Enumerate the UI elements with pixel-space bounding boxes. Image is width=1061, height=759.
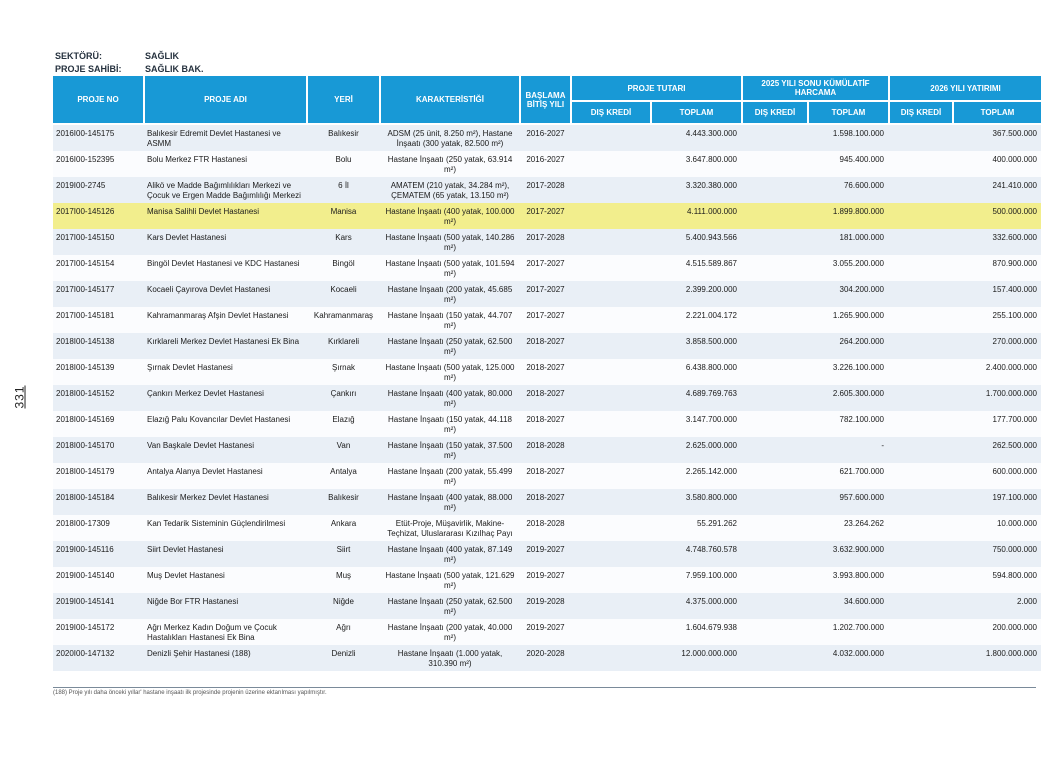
cell-pt-dis-kredi <box>572 337 650 357</box>
cell-pt-toplam: 4.443.300.000 <box>685 129 737 138</box>
cell-proje-no: 2018I00-145170 <box>56 441 115 450</box>
cell-baslama-bitis: 2018-2027 <box>526 337 565 346</box>
cell-kum-dis-kredi <box>743 233 807 253</box>
cell-pt-dis-kredi <box>572 597 650 617</box>
cell-pt-dis-kredi <box>572 181 650 201</box>
cell-karakteristik: Hastane İnşaatı (1.000 yatak, 310.390 m²) <box>397 649 503 668</box>
cell-2026-toplam: 10.000.000 <box>996 519 1037 528</box>
cell-2026-dis-kredi <box>890 311 952 331</box>
cell-2026-toplam: 594.800.000 <box>992 571 1037 580</box>
cell-2026-toplam: 200.000.000 <box>992 623 1037 632</box>
cell-proje-no: 2018I00-145179 <box>56 467 115 476</box>
project-owner-value: SAĞLIK BAK. <box>145 64 204 74</box>
cell-proje-no: 2017I00-145177 <box>56 285 115 294</box>
cell-kum-toplam: 621.700.000 <box>839 467 884 476</box>
cell-baslama-bitis: 2018-2027 <box>526 493 565 502</box>
subheader-pt-toplam: TOPLAM <box>652 102 741 123</box>
cell-yeri: Denizli <box>331 649 356 658</box>
cell-pt-dis-kredi <box>572 389 650 409</box>
cell-kum-dis-kredi <box>743 649 807 669</box>
cell-baslama-bitis: 2019-2027 <box>526 571 565 580</box>
cell-pt-dis-kredi <box>572 155 650 175</box>
cell-proje-no: 2020I00-147132 <box>56 649 115 658</box>
cell-karakteristik: Hastane İnşaatı (250 yatak, 62.500 m²) <box>387 337 513 356</box>
footnote: (188) Proje yılı daha önceki yıllar' hastane inşaatı ilk projesinde projenin üzerine ektarılması yapılmıştır. <box>53 690 327 696</box>
table-row <box>53 593 1041 619</box>
sector-row <box>55 50 204 63</box>
cell-2026-toplam: 367.500.000 <box>992 129 1037 138</box>
cell-2026-toplam: 500.000.000 <box>992 207 1037 216</box>
cell-proje-no: 2017I00-145154 <box>56 259 115 268</box>
cell-proje-adi: Kars Devlet Hastanesi <box>147 233 227 242</box>
table-row <box>53 177 1041 203</box>
cell-karakteristik: Hastane İnşaatı (400 yatak, 87.149 m²) <box>387 545 513 564</box>
cell-proje-adi: Çankırı Merkez Devlet Hastanesi <box>147 389 264 398</box>
table-row <box>53 125 1041 151</box>
cell-kum-toplam: 3.993.800.000 <box>832 571 884 580</box>
cell-karakteristik: Hastane İnşaatı (200 yatak, 45.685 m²) <box>387 285 513 304</box>
cell-proje-no: 2017I00-145181 <box>56 311 115 320</box>
cell-kum-toplam: 264.200.000 <box>839 337 884 346</box>
cell-2026-dis-kredi <box>890 207 952 227</box>
cell-2026-toplam: 255.100.000 <box>992 311 1037 320</box>
cell-2026-toplam: 870.900.000 <box>992 259 1037 268</box>
cell-kum-dis-kredi <box>743 493 807 513</box>
cell-yeri: Antalya <box>330 467 357 476</box>
cell-kum-dis-kredi <box>743 441 807 461</box>
cell-yeri: Balıkesir <box>328 129 359 138</box>
cell-pt-toplam: 3.580.800.000 <box>685 493 737 502</box>
cell-pt-toplam: 5.400.943.566 <box>685 233 737 242</box>
cell-yeri: Elazığ <box>332 415 355 424</box>
cell-yeri: Niğde <box>333 597 354 606</box>
cell-pt-toplam: 4.111.000.000 <box>687 207 737 216</box>
cell-baslama-bitis: 2017-2028 <box>526 181 565 190</box>
cell-pt-toplam: 4.748.760.578 <box>685 545 737 554</box>
cell-proje-no: 2017I00-145150 <box>56 233 115 242</box>
cell-kum-dis-kredi <box>743 155 807 175</box>
projects-table <box>53 76 1041 671</box>
cell-2026-toplam: 1.700.000.000 <box>985 389 1037 398</box>
cell-proje-adi: Kan Tedarik Sisteminin Güçlendirilmesi <box>147 519 286 528</box>
cell-2026-dis-kredi <box>890 649 952 669</box>
cell-yeri: Manisa <box>330 207 357 216</box>
table-header <box>53 76 1041 123</box>
cell-karakteristik: Hastane İnşaatı (200 yatak, 40.000 m²) <box>387 623 513 642</box>
table-row <box>53 411 1041 437</box>
cell-proje-adi: Balıkesir Merkez Devlet Hastanesi <box>147 493 269 502</box>
cell-yeri: Kars <box>335 233 352 242</box>
table-body <box>53 125 1041 671</box>
cell-pt-toplam: 3.147.700.000 <box>685 415 737 424</box>
cell-yeri: Şırnak <box>331 363 356 372</box>
cell-pt-toplam: 2.625.000.000 <box>685 441 737 450</box>
cell-kum-toplam: 3.632.900.000 <box>832 545 884 554</box>
cell-karakteristik: Hastane İnşaatı (500 yatak, 121.629 m²) <box>385 571 515 590</box>
cell-2026-toplam: 400.000.000 <box>992 155 1037 164</box>
col-header-karakteristik: KARAKTERİSTİĞİ <box>381 76 519 123</box>
cell-proje-no: 2018I00-145152 <box>56 389 115 398</box>
cell-yeri: Kırklareli <box>327 337 360 346</box>
cell-karakteristik: Hastane İnşaatı (250 yatak, 63.914 m²) <box>387 155 513 174</box>
cell-yeri: Van <box>336 441 351 450</box>
cell-pt-dis-kredi <box>572 571 650 591</box>
cell-pt-toplam: 7.959.100.000 <box>685 571 737 580</box>
cell-kum-toplam: 1.265.900.000 <box>832 311 884 320</box>
cell-2026-toplam: 241.410.000 <box>992 181 1037 190</box>
table-row <box>53 255 1041 281</box>
table-row <box>53 619 1041 645</box>
cell-pt-dis-kredi <box>572 441 650 461</box>
page-number: 331 <box>12 385 27 409</box>
table-row <box>53 307 1041 333</box>
col-header-yeri: YERİ <box>308 76 379 123</box>
cell-pt-dis-kredi <box>572 259 650 279</box>
cell-2026-toplam: 2.000 <box>1016 597 1037 606</box>
cell-yeri: 6 İl <box>338 181 349 190</box>
cell-2026-toplam: 750.000.000 <box>992 545 1037 554</box>
cell-proje-adi: Balıkesir Edremit Devlet Hastanesi ve ASMM <box>147 129 281 148</box>
subheader-kum-dis-kredi: DIŞ KREDİ <box>743 102 807 123</box>
cell-proje-no: 2018I00-145169 <box>56 415 115 424</box>
cell-2026-dis-kredi <box>890 285 952 305</box>
cell-kum-dis-kredi <box>743 207 807 227</box>
cell-yeri: Muş <box>335 571 352 580</box>
cell-proje-adi: Denizli Şehir Hastanesi (188) <box>147 649 251 658</box>
cell-kum-toplam: - <box>881 441 884 450</box>
cell-karakteristik: Hastane İnşaatı (500 yatak, 101.594 m²) <box>385 259 515 278</box>
cell-proje-adi: Elazığ Palu Kovancılar Devlet Hastanesi <box>147 415 291 424</box>
cell-pt-toplam: 2.399.200.000 <box>685 285 737 294</box>
cell-karakteristik: AMATEM (210 yatak, 34.284 m²), ÇEMATEM (65 yatak, 13.150 m²) <box>390 181 510 200</box>
cell-baslama-bitis: 2019-2027 <box>526 545 565 554</box>
cell-pt-dis-kredi <box>572 467 650 487</box>
cell-kum-toplam: 23.264.262 <box>843 519 884 528</box>
cell-proje-no: 2017I00-145126 <box>56 207 115 216</box>
cell-proje-adi: Bolu Merkez FTR Hastanesi <box>147 155 248 164</box>
col-header-proje-no: PROJE NO <box>53 76 143 123</box>
cell-proje-no: 2019I00-145172 <box>56 623 115 632</box>
cell-karakteristik: Hastane İnşaatı (150 yatak, 44.707 m²) <box>387 311 513 330</box>
cell-proje-no: 2018I00-145138 <box>56 337 115 346</box>
cell-kum-toplam: 782.100.000 <box>839 415 884 424</box>
subheader-kum-toplam: TOPLAM <box>809 102 888 123</box>
table-row <box>53 229 1041 255</box>
cell-kum-toplam: 1.899.800.000 <box>832 207 884 216</box>
cell-karakteristik: Hastane İnşaatı (400 yatak, 88.000 m²) <box>387 493 513 512</box>
table-row <box>53 359 1041 385</box>
subheader-2026-toplam: TOPLAM <box>954 102 1041 123</box>
cell-2026-dis-kredi <box>890 545 952 565</box>
cell-2026-toplam: 197.100.000 <box>992 493 1037 502</box>
cell-pt-toplam: 3.320.380.000 <box>685 181 737 190</box>
cell-kum-toplam: 304.200.000 <box>839 285 884 294</box>
cell-kum-toplam: 76.600.000 <box>843 181 884 190</box>
cell-proje-adi: Şırnak Devlet Hastanesi <box>147 363 233 372</box>
cell-karakteristik: Hastane İnşaatı (250 yatak, 62.500 m²) <box>387 597 513 616</box>
cell-baslama-bitis: 2018-2027 <box>526 467 565 476</box>
cell-2026-toplam: 332.600.000 <box>992 233 1037 242</box>
table-row <box>53 515 1041 541</box>
cell-proje-adi: Antalya Alanya Devlet Hastanesi <box>147 467 263 476</box>
cell-karakteristik: Hastane İnşaatı (500 yatak, 140.286 m²) <box>385 233 515 252</box>
cell-baslama-bitis: 2018-2028 <box>526 441 565 450</box>
cell-kum-dis-kredi <box>743 337 807 357</box>
cell-pt-dis-kredi <box>572 623 650 643</box>
cell-pt-toplam: 6.438.800.000 <box>685 363 737 372</box>
cell-pt-dis-kredi <box>572 493 650 513</box>
cell-kum-dis-kredi <box>743 285 807 305</box>
cell-karakteristik: Hastane İnşaatı (200 yatak, 55.499 m²) <box>387 467 513 486</box>
cell-yeri: Kocaeli <box>330 285 357 294</box>
cell-karakteristik: Hastane İnşaatı (500 yatak, 125.000 m²) <box>385 363 515 382</box>
cell-baslama-bitis: 2017-2027 <box>526 285 565 294</box>
cell-baslama-bitis: 2020-2028 <box>526 649 565 658</box>
cell-karakteristik: Hastane İnşaatı (400 yatak, 100.000 m²) <box>385 207 515 226</box>
cell-kum-toplam: 3.226.100.000 <box>832 363 884 372</box>
cell-kum-toplam: 945.400.000 <box>839 155 884 164</box>
cell-2026-toplam: 600.000.000 <box>992 467 1037 476</box>
cell-pt-toplam: 4.515.589.867 <box>685 259 737 268</box>
cell-proje-no: 2019I00-145140 <box>56 571 115 580</box>
cell-pt-toplam: 2.221.004.172 <box>685 311 737 320</box>
cell-baslama-bitis: 2017-2028 <box>526 233 565 242</box>
cell-2026-dis-kredi <box>890 415 952 435</box>
cell-kum-dis-kredi <box>743 545 807 565</box>
group-header-proje-tutari: PROJE TUTARI <box>572 76 741 100</box>
cell-baslama-bitis: 2019-2027 <box>526 623 565 632</box>
table-row <box>53 541 1041 567</box>
cell-pt-dis-kredi <box>572 129 650 149</box>
cell-pt-dis-kredi <box>572 207 650 227</box>
group-header-2026-yatirimi: 2026 YILI YATIRIMI <box>890 76 1041 100</box>
table-row <box>53 385 1041 411</box>
cell-yeri: Bolu <box>335 155 352 164</box>
cell-2026-dis-kredi <box>890 597 952 617</box>
cell-karakteristik: Hastane İnşaatı (400 yatak, 80.000 m²) <box>387 389 513 408</box>
cell-kum-toplam: 4.032.000.000 <box>832 649 884 658</box>
cell-pt-toplam: 4.375.000.000 <box>685 597 737 606</box>
cell-2026-toplam: 262.500.000 <box>992 441 1037 450</box>
table-row <box>53 281 1041 307</box>
cell-pt-dis-kredi <box>572 415 650 435</box>
cell-baslama-bitis: 2018-2027 <box>526 415 565 424</box>
cell-proje-adi: Siirt Devlet Hastanesi <box>147 545 224 554</box>
footnote-divider <box>53 687 1036 688</box>
cell-2026-dis-kredi <box>890 129 952 149</box>
cell-pt-dis-kredi <box>572 285 650 305</box>
cell-baslama-bitis: 2018-2027 <box>526 389 565 398</box>
cell-2026-dis-kredi <box>890 233 952 253</box>
group-header-2025-kumulatif-harcama: 2025 YILI SONU KÜMÜLATİF HARCAMA <box>743 76 888 100</box>
cell-pt-dis-kredi <box>572 649 650 669</box>
table-row <box>53 567 1041 593</box>
cell-proje-adi: Manisa Salihli Devlet Hastanesi <box>147 207 260 216</box>
cell-kum-toplam: 2.605.300.000 <box>832 389 884 398</box>
cell-2026-dis-kredi <box>890 155 952 175</box>
cell-pt-toplam: 3.647.800.000 <box>685 155 737 164</box>
table-row <box>53 489 1041 515</box>
subheader-pt-dis-kredi: DIŞ KREDİ <box>572 102 650 123</box>
cell-baslama-bitis: 2017-2027 <box>526 207 565 216</box>
cell-baslama-bitis: 2017-2027 <box>526 311 565 320</box>
sector-label: SEKTÖRÜ: <box>55 51 102 61</box>
cell-proje-adi: Kocaeli Çayırova Devlet Hastanesi <box>147 285 271 294</box>
cell-proje-adi: Kahramanmaraş Afşin Devlet Hastanesi <box>147 311 289 320</box>
cell-2026-dis-kredi <box>890 623 952 643</box>
cell-pt-dis-kredi <box>572 545 650 565</box>
cell-proje-no: 2018I00-145184 <box>56 493 115 502</box>
project-owner-label: PROJE SAHİBİ: <box>55 64 122 74</box>
cell-proje-no: 2018I00-17309 <box>56 519 110 528</box>
cell-yeri: Çankırı <box>330 389 357 398</box>
cell-kum-dis-kredi <box>743 467 807 487</box>
cell-yeri: Ankara <box>330 519 357 528</box>
table-row <box>53 437 1041 463</box>
cell-2026-toplam: 2.400.000.000 <box>985 363 1037 372</box>
cell-proje-no: 2018I00-145139 <box>56 363 115 372</box>
cell-kum-dis-kredi <box>743 181 807 201</box>
cell-2026-dis-kredi <box>890 493 952 513</box>
cell-kum-dis-kredi <box>743 519 807 539</box>
cell-kum-toplam: 1.598.100.000 <box>832 129 884 138</box>
cell-baslama-bitis: 2018-2027 <box>526 363 565 372</box>
col-header-baslama-bitis: BAŞLAMA BİTİŞ YILI <box>521 76 570 123</box>
cell-proje-adi: Niğde Bor FTR Hastanesi <box>147 597 239 606</box>
cell-proje-no: 2019I00-145116 <box>56 545 114 554</box>
document-meta <box>55 50 204 76</box>
cell-kum-dis-kredi <box>743 259 807 279</box>
project-owner-row <box>55 63 204 76</box>
table-row-highlighted <box>53 203 1041 229</box>
cell-kum-dis-kredi <box>743 623 807 643</box>
cell-proje-adi: Alikö ve Madde Bağımlılıkları Merkezi ve Çocuk ve Ergen Madde Bağımlılığı Merkezi <box>147 181 301 200</box>
cell-baslama-bitis: 2016-2027 <box>526 129 565 138</box>
cell-kum-toplam: 34.600.000 <box>843 597 884 606</box>
cell-kum-toplam: 3.055.200.000 <box>832 259 884 268</box>
cell-proje-no: 2019I00-145141 <box>56 597 115 606</box>
cell-karakteristik: Etüt-Proje, Müşavirlik, Makine-Teçhizat, Uluslararası Kızılhaç Payı <box>387 519 513 538</box>
cell-baslama-bitis: 2016-2027 <box>526 155 565 164</box>
cell-proje-no: 2019I00-2745 <box>56 181 106 190</box>
cell-karakteristik: Hastane İnşaatı (150 yatak, 44.118 m²) <box>388 415 512 434</box>
cell-karakteristik: ADSM (25 ünit, 8.250 m²), Hastane İnşaatı (300 yatak, 82.500 m²) <box>387 129 513 148</box>
sector-value: SAĞLIK <box>145 51 180 61</box>
cell-2026-toplam: 177.700.000 <box>992 415 1037 424</box>
table-row <box>53 333 1041 359</box>
cell-pt-dis-kredi <box>572 519 650 539</box>
cell-2026-dis-kredi <box>890 181 952 201</box>
cell-pt-dis-kredi <box>572 311 650 331</box>
cell-kum-dis-kredi <box>743 571 807 591</box>
cell-proje-adi: Van Başkale Devlet Hastanesi <box>147 441 255 450</box>
cell-kum-dis-kredi <box>743 129 807 149</box>
cell-kum-dis-kredi <box>743 415 807 435</box>
cell-kum-dis-kredi <box>743 389 807 409</box>
cell-baslama-bitis: 2018-2028 <box>526 519 565 528</box>
cell-2026-toplam: 1.800.000.000 <box>985 649 1037 658</box>
cell-yeri: Bingöl <box>332 259 355 268</box>
cell-2026-dis-kredi <box>890 519 952 539</box>
cell-2026-toplam: 270.000.000 <box>992 337 1037 346</box>
cell-yeri: Balıkesir <box>328 493 359 502</box>
cell-kum-toplam: 957.600.000 <box>839 493 884 502</box>
cell-baslama-bitis: 2019-2028 <box>526 597 565 606</box>
cell-pt-dis-kredi <box>572 363 650 383</box>
cell-2026-dis-kredi <box>890 389 952 409</box>
cell-yeri: Siirt <box>336 545 351 554</box>
cell-2026-dis-kredi <box>890 259 952 279</box>
cell-kum-dis-kredi <box>743 311 807 331</box>
cell-kum-dis-kredi <box>743 597 807 617</box>
cell-pt-toplam: 2.265.142.000 <box>685 467 737 476</box>
table-row <box>53 151 1041 177</box>
cell-2026-dis-kredi <box>890 571 952 591</box>
cell-2026-toplam: 157.400.000 <box>992 285 1037 294</box>
cell-pt-toplam: 12.000.000.000 <box>681 649 737 658</box>
cell-kum-toplam: 181.000.000 <box>839 233 884 242</box>
table-row <box>53 645 1041 671</box>
cell-pt-toplam: 55.291.262 <box>696 519 737 528</box>
cell-proje-no: 2016I00-145175 <box>56 129 115 138</box>
cell-proje-adi: Ağrı Merkez Kadın Doğum ve Çocuk Hastalıkları Hastanesi Ek Bina <box>147 623 277 642</box>
cell-yeri: Kahramanmaraş <box>313 311 374 320</box>
subheader-2026-dis-kredi: DIŞ KREDİ <box>890 102 952 123</box>
cell-pt-toplam: 1.604.679.938 <box>685 623 737 632</box>
cell-2026-dis-kredi <box>890 467 952 487</box>
cell-2026-dis-kredi <box>890 363 952 383</box>
table-row <box>53 463 1041 489</box>
cell-kum-dis-kredi <box>743 363 807 383</box>
cell-pt-dis-kredi <box>572 233 650 253</box>
cell-pt-toplam: 3.858.500.000 <box>685 337 737 346</box>
cell-kum-toplam: 1.202.700.000 <box>832 623 884 632</box>
cell-proje-adi: Bingöl Devlet Hastanesi ve KDC Hastanesi <box>147 259 300 268</box>
cell-proje-adi: Kırklareli Merkez Devlet Hastanesi Ek Bina <box>147 337 300 346</box>
cell-pt-toplam: 4.689.769.763 <box>685 389 737 398</box>
col-header-proje-adi: PROJE ADI <box>145 76 306 123</box>
cell-karakteristik: Hastane İnşaatı (150 yatak, 37.500 m²) <box>387 441 513 460</box>
cell-2026-dis-kredi <box>890 441 952 461</box>
cell-baslama-bitis: 2017-2027 <box>526 259 565 268</box>
cell-2026-dis-kredi <box>890 337 952 357</box>
cell-proje-no: 2016I00-152395 <box>56 155 115 164</box>
cell-proje-adi: Muş Devlet Hastanesi <box>147 571 225 580</box>
cell-yeri: Ağrı <box>336 623 351 632</box>
